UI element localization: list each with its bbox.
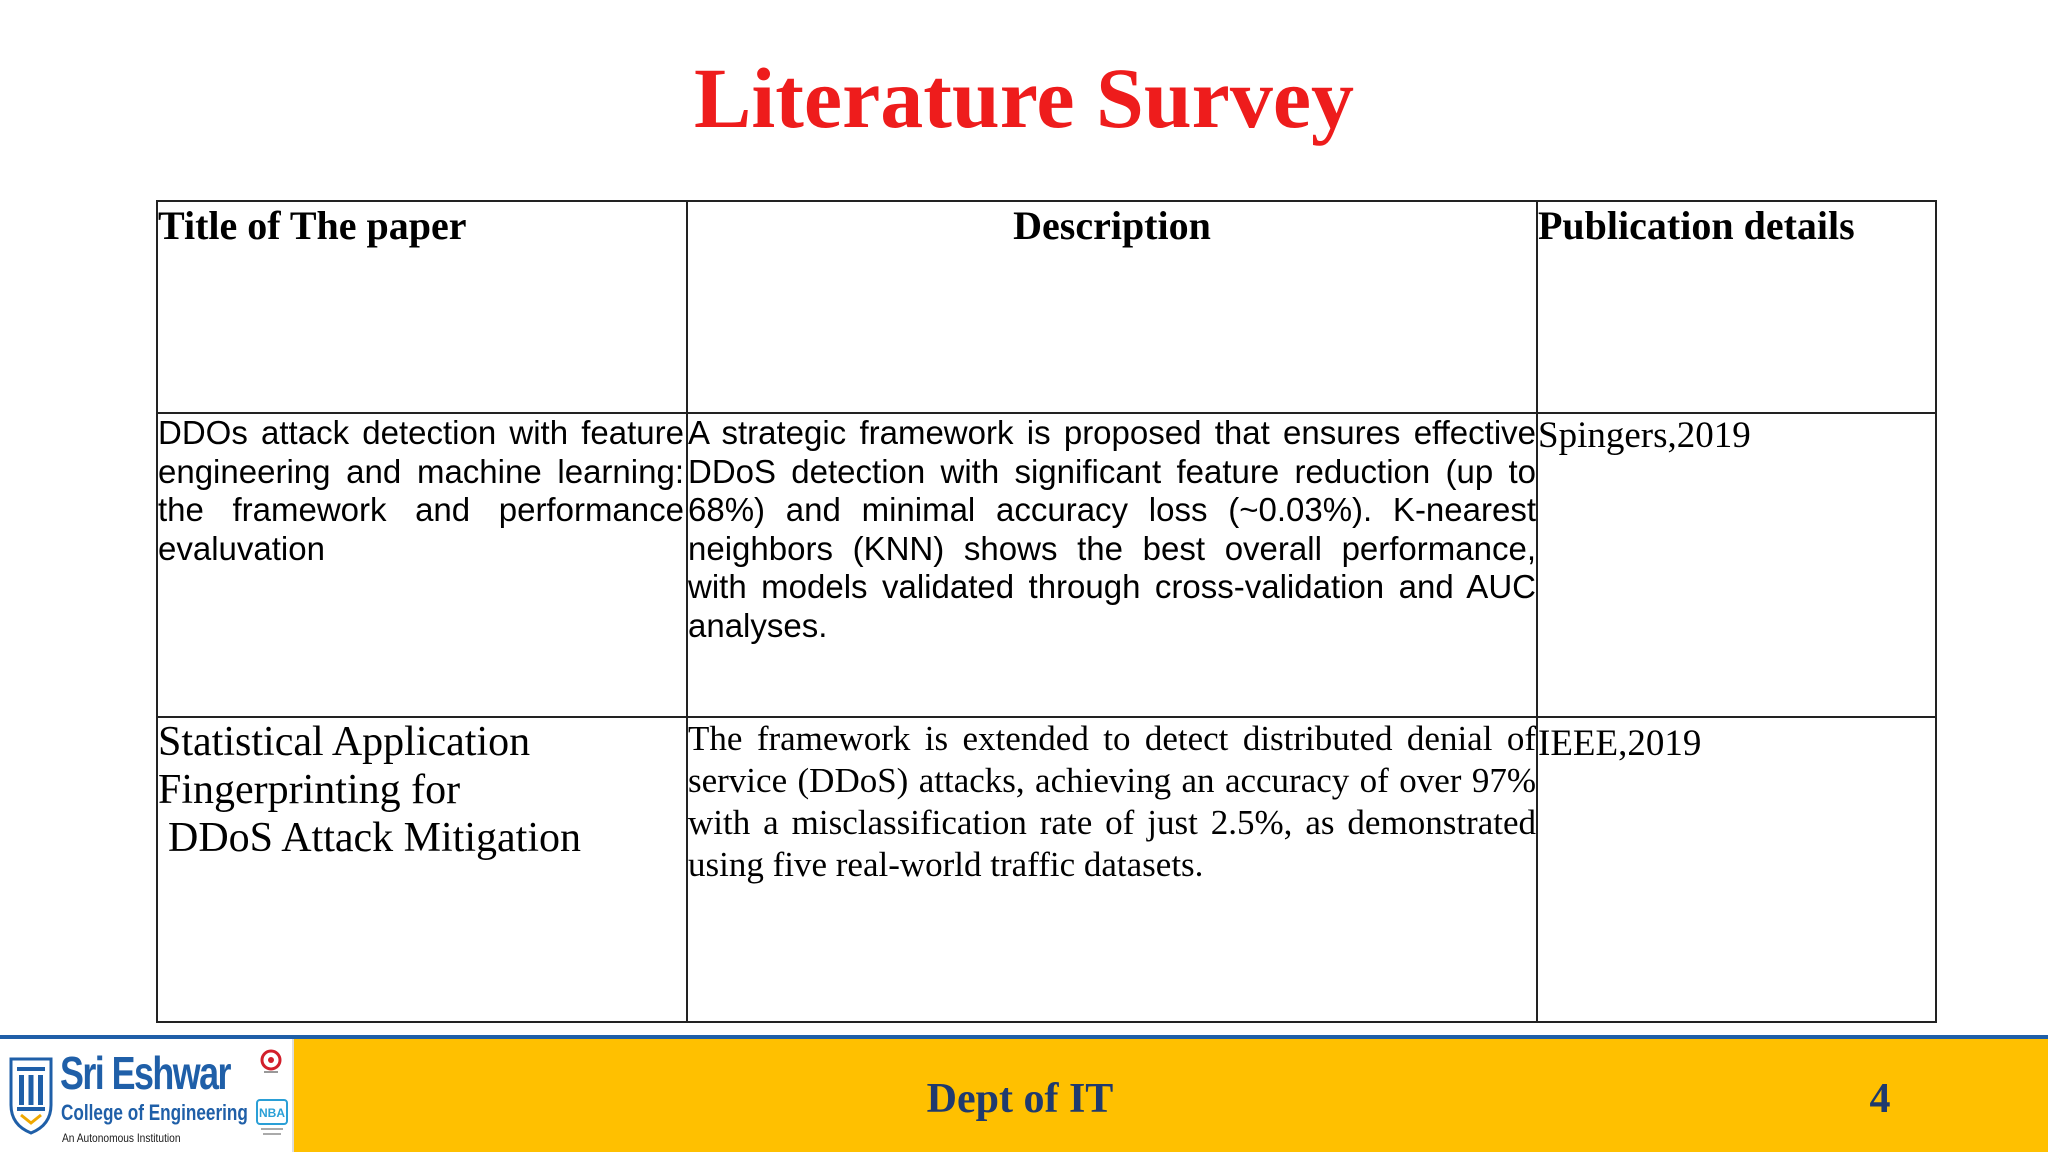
department-label: Dept of IT [926,1076,1114,1122]
paper-title-cell [157,717,687,1022]
college-logo [0,1039,294,1152]
header-publication-details: Publication details [1537,201,1936,413]
nba-badge-label: NBA [259,1106,285,1120]
college-shield-icon [8,1053,54,1137]
table-row [157,413,1936,717]
footer-bar [0,1035,2048,1152]
paper-title-line: Statistical Application [158,719,531,765]
paper-description-cell: The framework is extended to detect distributed denial of service (DDoS) attacks, achieving an accuracy of over 97% with a misclassification rate of just 2.5%, as demonstrated using five real-world traffic datasets. [687,717,1537,1022]
paper-title-line: Fingerprinting for [158,767,461,813]
page-number: 4 [1869,1076,1891,1122]
paper-title-cell: DDOs attack detection with feature engineering and machine learning: the framework and performance evaluvation [157,413,687,717]
header-description: Description [687,201,1537,413]
publication-details-cell: Spingers,2019 [1537,413,1936,717]
paper-title-line: DDoS Attack Mitigation [168,815,581,861]
table-header-row [157,201,1936,413]
header-title-of-paper: Title of The paper [157,201,687,413]
slide-title: Literature Survey [694,50,1354,146]
table-row [157,717,1936,1022]
literature-survey-table [156,200,1937,1023]
paper-description-cell: A strategic framework is proposed that ensures effective DDoS detection with significant feature reduction (up to 68%) and minimal accuracy loss (~0.03%). K-nearest neighbors (KNN) shows the best overall performance, with models validated through cross-validation and AUC analyses. [687,413,1537,717]
accreditation-seal-icon [260,1049,282,1075]
nba-badge-icon [256,1099,288,1139]
college-logo-tagline: An Autonomous Institution [62,1131,181,1145]
publication-details-cell: IEEE,2019 [1537,717,1936,1022]
college-logo-name: Sri Eshwar [60,1047,230,1099]
college-logo-subtitle: College of Engineering [61,1100,248,1125]
